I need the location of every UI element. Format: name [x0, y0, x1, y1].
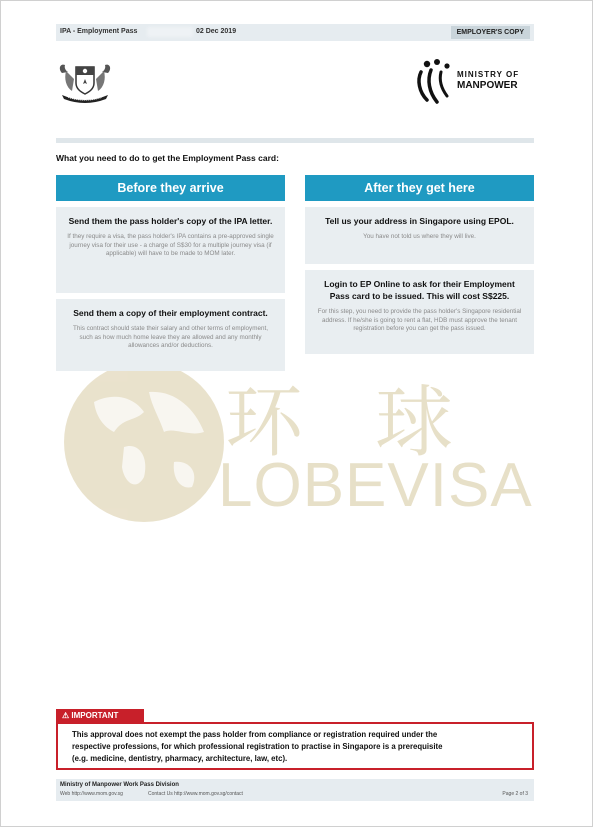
before-header: Before they arrive [56, 175, 285, 201]
after-card-1 [305, 207, 534, 264]
after-card-1-title: Tell us your address in Singapore using EPOL. [325, 216, 514, 226]
after-card-2-title: Login to EP Online to ask for their Employment Pass card to be issued. This will cost S$225. [324, 279, 515, 301]
important-label: IMPORTANT [71, 711, 119, 720]
before-card-2-body: This contract should state their salary and other terms of employment, such as how much home leave they are allowed and any monthly allowances and/or deductions. [73, 325, 268, 350]
before-card-2 [56, 299, 285, 371]
before-card-1 [56, 207, 285, 293]
singapore-crest-icon [56, 59, 114, 105]
warning-icon: ⚠ [62, 711, 70, 720]
important-tab [56, 709, 144, 722]
important-line-1: This approval does not exempt the pass holder from compliance or registration required under the [72, 730, 438, 739]
section-heading: What you need to do to get the Employment Pass card: [56, 153, 279, 163]
doc-date: 02 Dec 2019 [196, 28, 237, 35]
footer-web-link[interactable]: Web http://www.mom.gov.sg [60, 791, 123, 797]
footer-division: Ministry of Manpower Work Pass Division [60, 782, 179, 788]
doc-type: IPA - Employment Pass [60, 28, 138, 35]
footer-contact-link[interactable]: Contact Us http://www.mom.gov.sg/contact [148, 791, 243, 797]
footer [56, 779, 534, 801]
before-card-1-title: Send them the pass holder's copy of the IPA letter. [68, 216, 273, 226]
logo-line2: MANPOWER [457, 80, 518, 91]
redacted-name [147, 27, 193, 37]
page-number: Page 2 of 3 [502, 791, 528, 797]
important-box [56, 722, 534, 770]
mom-figure-icon [415, 58, 455, 106]
after-card-1-body: You have not told us where they will live. [363, 233, 476, 240]
watermark-cn: 环球 [225, 378, 526, 468]
before-card-1-body: If they require a visa, the pass holder's IPA contains a pre-approved single journey visa for their use - a charge of S$30 for a multiple journey visa (if applicable) will have to be made to MOM later. [67, 233, 274, 258]
after-card-2-body: For this step, you need to provide the pass holder's Singapore residential address. If he/she is going to rent a flat, HDB must approve the tenant registration before you can get the pass issued. [317, 308, 522, 333]
before-card-2-title: Send them a copy of their employment contract. [73, 308, 268, 318]
logo-line1: MINISTRY OF [457, 70, 520, 79]
globe-watermark-icon [64, 362, 224, 522]
after-header: After they get here [305, 175, 534, 201]
divider [56, 138, 534, 143]
watermark [60, 358, 540, 528]
important-line-2: respective professions, for which professional registration to practise in Singapore is a prerequisite [72, 742, 443, 751]
important-line-3: (e.g. medicine, dentistry, pharmacy, architecture, law, etc). [72, 754, 288, 763]
watermark-en: LOBEVISA [218, 451, 533, 520]
after-card-2 [305, 270, 534, 354]
header-bar [56, 24, 534, 41]
mom-logo [415, 58, 535, 108]
copy-badge: EMPLOYER'S COPY [451, 26, 530, 39]
